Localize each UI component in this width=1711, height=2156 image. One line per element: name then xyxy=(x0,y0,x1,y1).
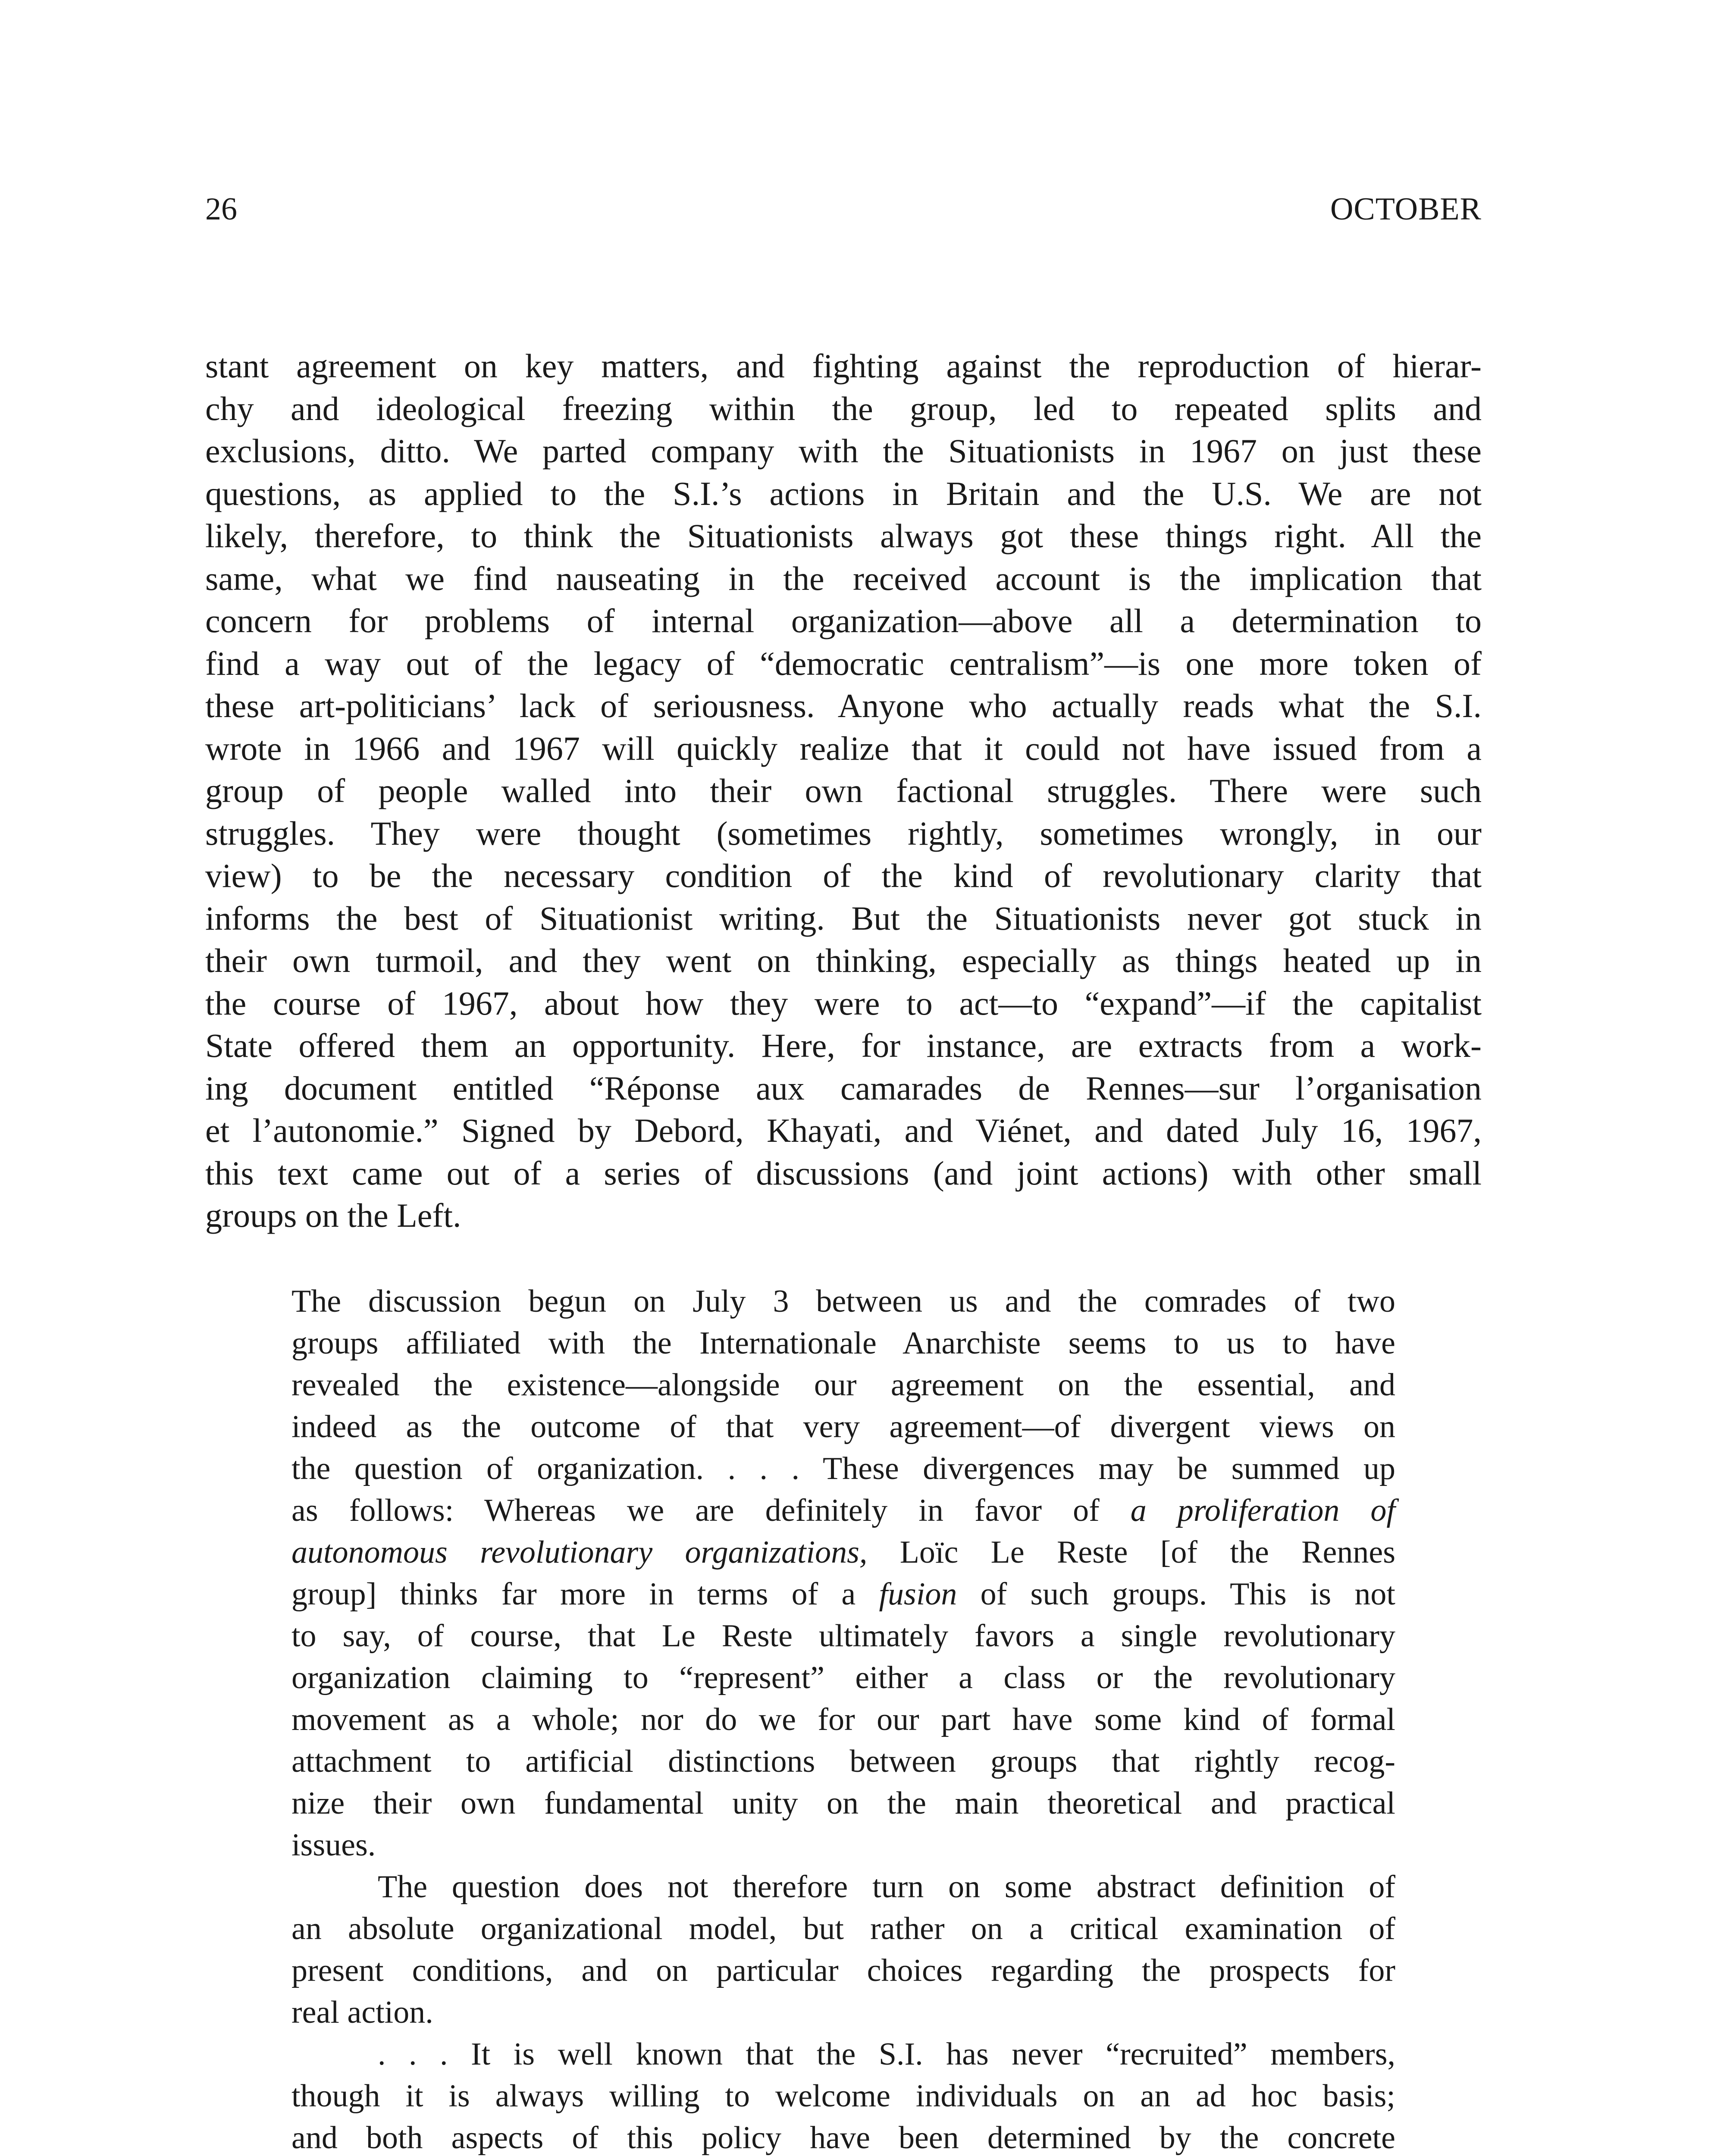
quote-line xyxy=(291,1573,1395,1615)
text-line: concern for problems of internal organization—above all a determination to xyxy=(205,602,1482,639)
quote-line: The question does not therefore turn on some abstract definition of xyxy=(378,1869,1395,1905)
text-line: wrote in 1966 and 1967 will quickly realize that it could not have issued from a xyxy=(205,729,1482,767)
quote-line: movement as a whole; nor do we for our part have some kind of formal xyxy=(291,1702,1395,1737)
main-paragraph xyxy=(205,345,1482,1237)
quote-line: issues. xyxy=(291,1827,376,1863)
quote-line: the question of organization. . . . These divergences may be summed up xyxy=(291,1451,1395,1486)
quote-line: indeed as the outcome of that very agreement—of divergent views on xyxy=(291,1409,1395,1445)
text-line: exclusions, ditto. We parted company with the Situationists in 1967 on just these xyxy=(205,432,1482,470)
quote-line: nize their own fundamental unity on the main theoretical and practical xyxy=(291,1786,1395,1821)
quote-line: revealed the existence—alongside our agreement on the essential, and xyxy=(291,1367,1395,1403)
quote-text: group] thinks far more in terms of a xyxy=(291,1576,879,1612)
text-line: view) to be the necessary condition of the kind of revolutionary clarity that xyxy=(205,857,1482,894)
text-line: State offered them an opportunity. Here, for instance, are extracts from a work- xyxy=(205,1027,1482,1064)
quote-line: attachment to artificial distinctions between groups that rightly recog- xyxy=(291,1744,1395,1779)
text-line: likely, therefore, to think the Situationists always got these things right. All the xyxy=(205,517,1482,555)
quote-line: groups affiliated with the Internationale Anarchiste seems to us to have xyxy=(291,1326,1395,1361)
page-number: 26 xyxy=(205,191,237,227)
quote-line: . . . It is well known that the S.I. has never “recruited” members, xyxy=(378,2037,1395,2072)
quote-line xyxy=(291,1532,1395,1573)
text-line: stant agreement on key matters, and fighting against the reproduction of hierar- xyxy=(205,347,1482,385)
text-line: same, what we find nauseating in the received account is the implication that xyxy=(205,559,1482,597)
text-line: their own turmoil, and they went on thinking, especially as things heated up in xyxy=(205,942,1482,979)
text-line: informs the best of Situationist writing. But the Situationists never got stuck in xyxy=(205,899,1482,937)
text-line: this text came out of a series of discussions (and joint actions) with other small xyxy=(205,1154,1482,1192)
text-line: the course of 1967, about how they were to act—to “expand”—if the capitalist xyxy=(205,984,1482,1022)
quote-line: present conditions, and on particular choices regarding the prospects for xyxy=(291,1953,1395,1988)
quote-paragraph-3 xyxy=(291,2034,1395,2156)
text-line: et l’autonomie.” Signed by Debord, Khayati, and Viénet, and dated July 16, 1967, xyxy=(205,1112,1482,1149)
text-line: struggles. They were thought (sometimes rightly, sometimes wrongly, in our xyxy=(205,814,1482,852)
italic-word: fusion xyxy=(879,1576,957,1612)
quote-text: as follows: Whereas we are definitely in favor of xyxy=(291,1493,1131,1528)
text-line: questions, as applied to the S.I.’s actions in Britain and the U.S. We are not xyxy=(205,474,1482,512)
quote-line: and both aspects of this policy have been determined by the concrete xyxy=(291,2120,1395,2156)
journal-title: OCTOBER xyxy=(1330,191,1482,227)
italic-phrase: a proliferation of xyxy=(1130,1493,1395,1528)
text-line: these art-politicians’ lack of seriousness. Anyone who actually reads what the S.I. xyxy=(205,687,1482,724)
quote-line: to say, of course, that Le Reste ultimately favors a single revolutionary xyxy=(291,1618,1395,1654)
quote-line xyxy=(291,1490,1395,1532)
quote-line: real action. xyxy=(291,1995,433,2030)
quote-line: organization claiming to “represent” either a class or the revolutionary xyxy=(291,1660,1395,1695)
quote-line: though it is always willing to welcome individuals on an ad hoc basis; xyxy=(291,2078,1395,2114)
italic-phrase: autonomous revolutionary organizations, xyxy=(291,1535,868,1570)
text-line: find a way out of the legacy of “democratic centralism”—is one more token of xyxy=(205,644,1482,682)
quote-text: Loïc Le Reste [of the Rennes xyxy=(867,1535,1396,1570)
quote-paragraph-1 xyxy=(291,1281,1395,1866)
text-line: ing document entitled “Réponse aux camarades de Rennes—sur l’organisation xyxy=(205,1069,1482,1107)
block-quotation xyxy=(291,1281,1395,2156)
text-line: group of people walled into their own factional struggles. There were such xyxy=(205,772,1482,809)
running-head xyxy=(205,190,1482,229)
text-line: groups on the Left. xyxy=(205,1197,461,1234)
text-line: chy and ideological freezing within the group, led to repeated splits and xyxy=(205,389,1482,427)
quote-line: The discussion begun on July 3 between us and the comrades of two xyxy=(291,1284,1395,1319)
quote-text: of such groups. This is not xyxy=(957,1576,1395,1612)
quote-paragraph-2 xyxy=(291,1866,1395,2034)
quote-line: an absolute organizational model, but rather on a critical examination of xyxy=(291,1911,1395,1946)
